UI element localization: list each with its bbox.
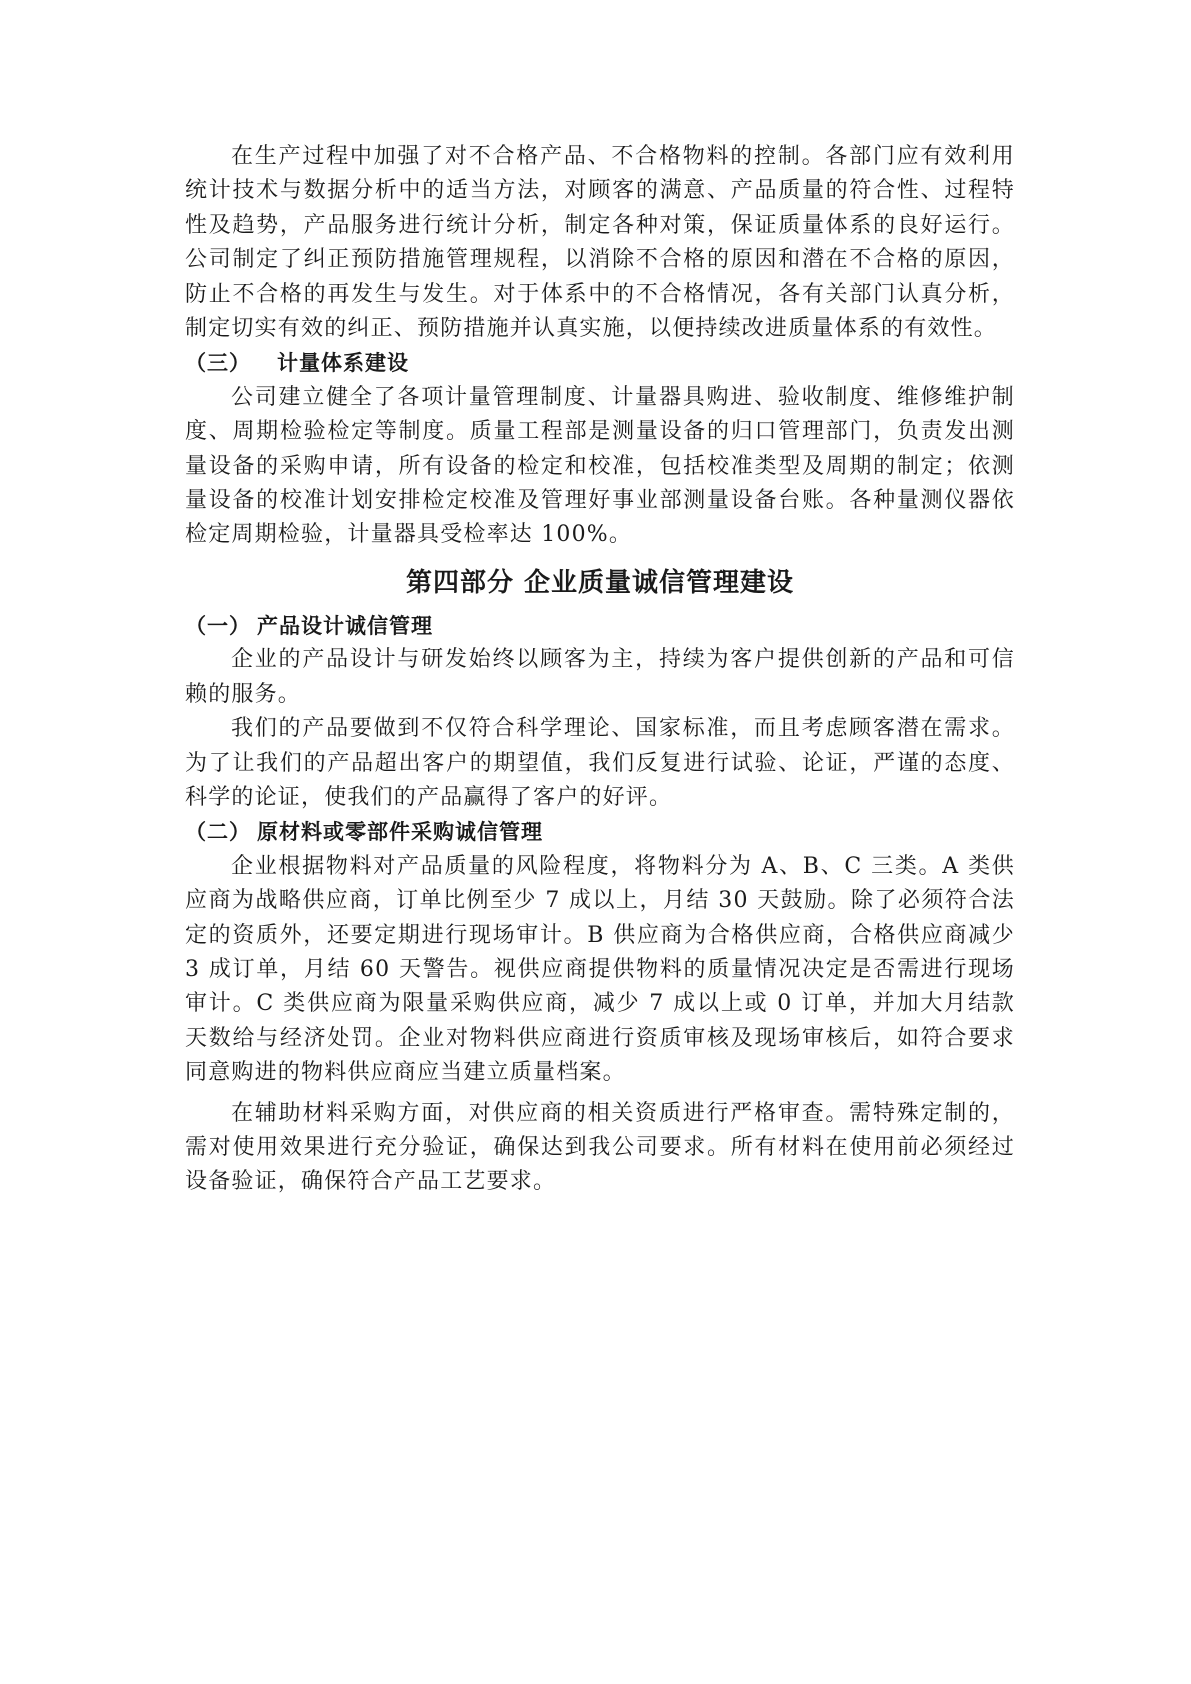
subheading-title: 原材料或零部件采购诚信管理: [257, 819, 543, 845]
paragraph-metrology-system: 公司建立健全了各项计量管理制度、计量器具购进、验收制度、维修维护制度、周期检验检定等制度。质量工程部是测量设备的归口管理部门，负责发出测量设备的采购申请，所有设备的检定和校准，包括校准类型及周期的制定；依测量设备的校准计划安排检定校准及管理好事业部测量设备台账。各种量测仪器依检定周期检验，计量器具受检率达 100%。: [185, 384, 1015, 548]
document-page: [185, 140, 1015, 1200]
subheading-title: 产品设计诚信管理: [257, 612, 433, 638]
paragraph-product-standards: 我们的产品要做到不仅符合科学理论、国家标准，而且考虑顾客潜在需求。为了让我们的产品超出客户的期望值，我们反复进行试验、论证，严谨的态度、科学的论证，使我们的产品赢得了客户的好评。: [185, 716, 1015, 810]
subheading-product-design: [185, 609, 1015, 643]
subheading-metrology-system: [185, 346, 1015, 380]
paragraph-product-design: 企业的产品设计与研发始终以顾客为主，持续为客户提供创新的产品和可信赖的服务。: [185, 647, 1015, 707]
paragraph-supplier-classification: 企业根据物料对产品质量的风险程度，将物料分为 A、B、C 三类。A 类供应商为战略供应商，订单比例至少 7 成以上，月结 30 天鼓励。除了必须符合法定的资质外，还要定期进行现场审计。B 供应商为合格供应商，合格供应商减少 3 成订单，月结 60 天警告。视供应商提供物料的质量情况决定是否需进行现场审计。C 类供应商为限量采购供应商，减少 7 成以上或 0 订单，并加大月结款天数给与经济处罚。企业对物料供应商进行资质审核及现场审核后，如符合要求同意购进的物料供应商应当建立质量档案。: [185, 853, 1015, 1086]
subheading-procurement: [185, 815, 1015, 849]
subheading-number: （二）: [185, 819, 251, 845]
paragraph-nonconforming-control: 在生产过程中加强了对不合格产品、不合格物料的控制。各部门应有效利用统计技术与数据分析中的适当方法，对顾客的满意、产品质量的符合性、过程特性及趋势，产品服务进行统计分析，制定各种对策，保证质量体系的良好运行。公司制定了纠正预防措施管理规程，以消除不合格的原因和潜在不合格的原因，防止不合格的再发生与发生。对于体系中的不合格情况，各有关部门认真分析，制定切实有效的纠正、预防措施并认真实施，以便持续改进质量体系的有效性。: [185, 144, 1015, 342]
subheading-title: 计量体系建设: [277, 350, 409, 376]
paragraph-auxiliary-materials: 在辅助材料采购方面，对供应商的相关资质进行严格审查。需特殊定制的，需对使用效果进行充分验证，确保达到我公司要求。所有材料在使用前必须经过设备验证，确保符合产品工艺要求。: [185, 1100, 1015, 1195]
subheading-number: （三）: [185, 350, 251, 376]
section-heading-part-four: 第四部分 企业质量诚信管理建设: [405, 567, 795, 598]
subheading-number: （一）: [185, 612, 251, 638]
